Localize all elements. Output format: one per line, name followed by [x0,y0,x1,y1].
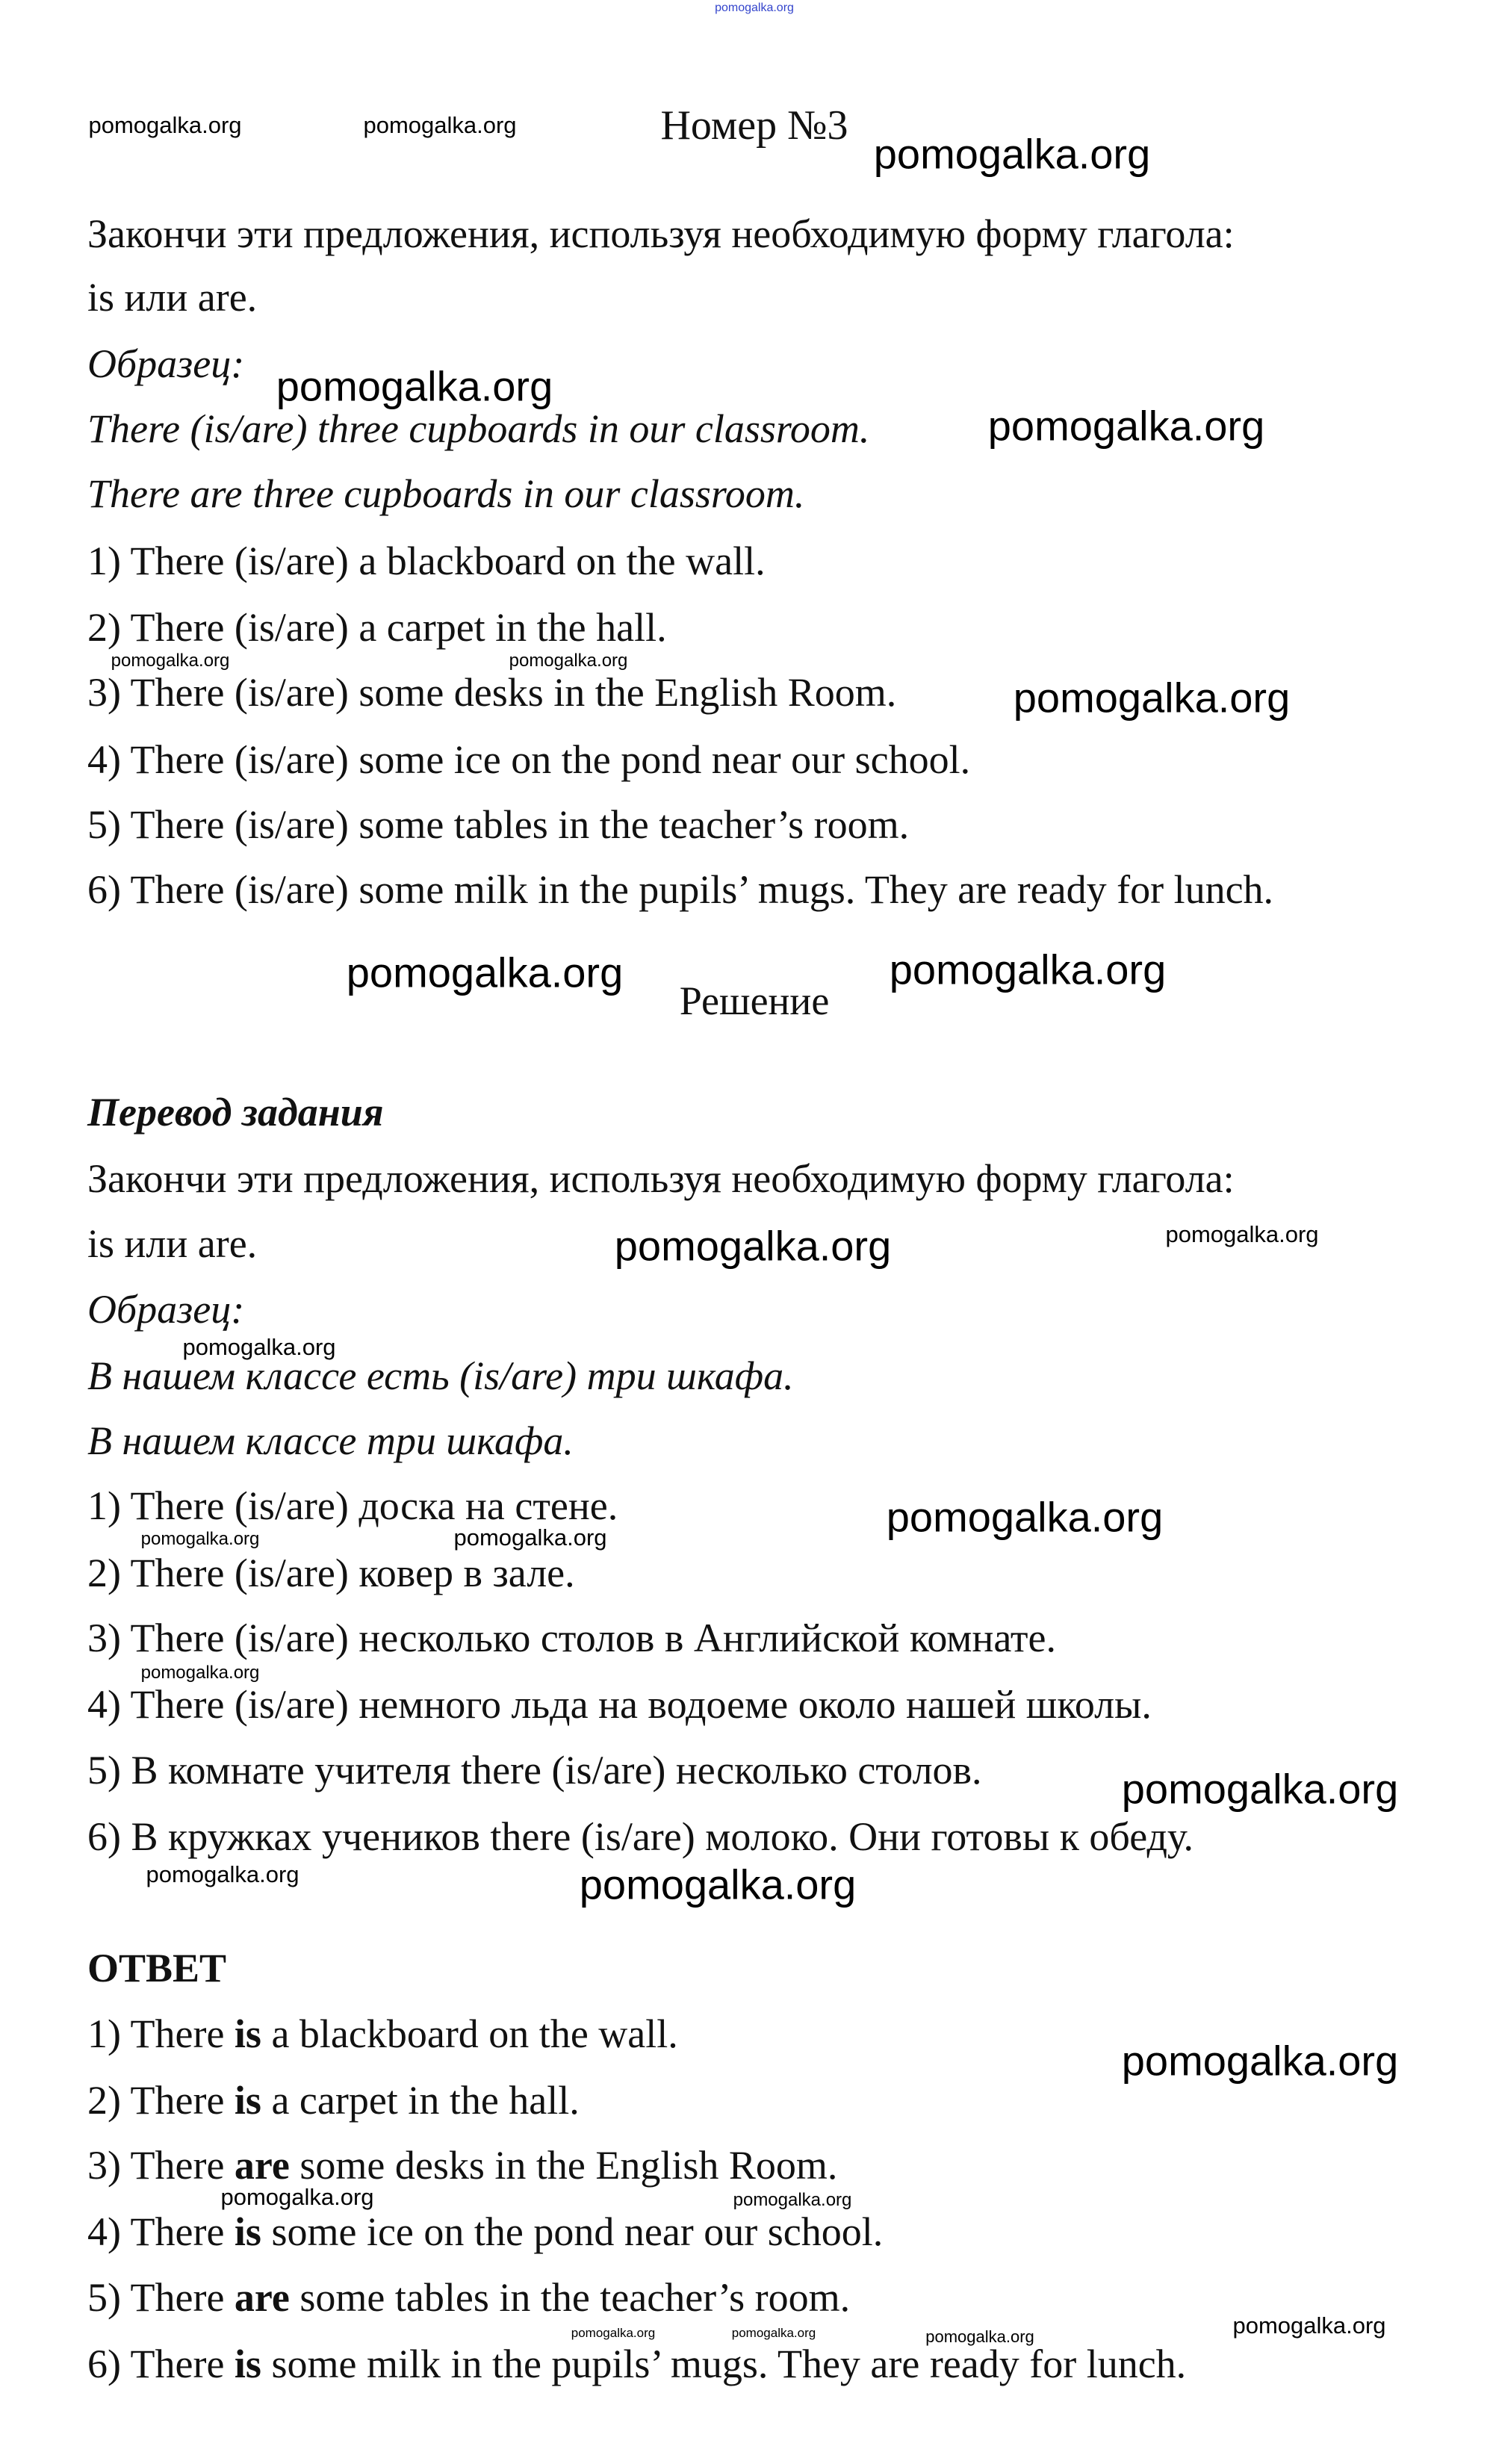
translation-item: 3) There (is/are) несколько столов в Английской комнате. [87,1616,1057,1660]
watermark: pomogalka.org [276,362,553,410]
page-title: Номер №3 [660,102,848,149]
answer-prefix: 2) There [87,2078,235,2123]
watermark: pomogalka.org [886,1493,1164,1541]
watermark: pomogalka.org [579,1861,857,1908]
watermark: pomogalka.org [1121,1765,1399,1813]
answer-rest: some milk in the pupils’ mugs. They are ready for lunch. [261,2342,1187,2386]
watermark: pomogalka.org [1165,1221,1319,1247]
translation-item: 1) There (is/are) доска на стене. [87,1483,618,1528]
watermark: pomogalka.org [571,2326,656,2340]
watermark: pomogalka.org [733,2190,852,2210]
translation-example-answer: В нашем классе три шкафа. [87,1418,574,1463]
answer-prefix: 5) There [87,2275,235,2320]
answer-verb: is [234,2209,261,2254]
translation-item: 2) There (is/are) ковер в зале. [87,1551,575,1595]
answer-item [87,2209,883,2255]
answer-item [87,2274,850,2321]
answer-verb: is [234,2011,261,2056]
task-item: 1) There (is/are) a blackboard on the wall. [87,539,766,583]
watermark: pomogalka.org [1013,674,1291,721]
watermark: pomogalka.org [346,949,624,996]
solution-label: Решение [679,978,830,1023]
translation-instruction: Закончи эти предложения, используя необходимую форму глагола: [87,1156,1235,1201]
translation-example-question: В нашем классе есть (is/are) три шкафа. [87,1353,794,1398]
answer-rest: some tables in the teacher’s room. [289,2275,851,2320]
watermark: pomogalka.org [140,1663,260,1683]
answer-prefix: 4) There [87,2209,235,2254]
answer-item [87,2142,837,2188]
answer-rest: some ice on the pond near our school. [261,2209,884,2254]
answer-item [87,2011,678,2057]
watermark: pomogalka.org [889,946,1167,993]
example-answer: There are three cupboards in our classroom. [87,471,805,516]
answer-verb: are [234,2143,290,2188]
translation-heading: Перевод задания [87,1090,384,1135]
watermark: pomogalka.org [140,1529,260,1549]
answer-item [87,2341,1186,2387]
watermark: pomogalka.org [614,1222,892,1270]
task-item: 4) There (is/are) some ice on the pond near our school. [87,737,971,782]
task-item: 3) There (is/are) some desks in the English Room. [87,670,897,715]
watermark: pomogalka.org [453,1524,607,1551]
watermark: pomogalka.org [509,651,628,671]
answer-prefix: 1) There [87,2011,235,2056]
answer-rest: some desks in the English Room. [289,2143,838,2188]
watermark: pomogalka.org [1121,2037,1399,2085]
watermark: pomogalka.org [1232,2312,1386,2339]
answer-verb: is [234,2078,261,2123]
watermark: pomogalka.org [731,2326,816,2340]
answer-prefix: 6) There [87,2342,235,2386]
task-instruction: Закончи эти предложения, используя необходимую форму глагола: [87,211,1235,256]
answer-verb: is [234,2342,261,2386]
translation-example-label: Образец: [87,1287,245,1332]
answer-item [87,2077,580,2123]
watermark: pomogalka.org [182,1334,336,1360]
watermark: pomogalka.org [146,1861,299,1887]
watermark: pomogalka.org [925,2327,1034,2346]
translation-item: 6) В кружках учеников there (is/are) молоко. Они готовы к обеду. [87,1814,1194,1859]
task-instruction-cont: is или are. [87,275,258,320]
watermark: pomogalka.org [220,2184,374,2210]
example-label: Образец: [87,341,245,386]
watermark: pomogalka.org [363,112,517,138]
answer-rest: a carpet in the hall. [261,2078,580,2123]
watermark: pomogalka.org [88,112,242,138]
answer-verb: are [234,2275,290,2320]
watermark: pomogalka.org [111,651,230,671]
answer-heading: ОТВЕТ [87,1946,227,1990]
translation-instruction-cont: is или are. [87,1221,258,1266]
task-item: 5) There (is/are) some tables in the teacher’s room. [87,802,910,847]
translation-item: 4) There (is/are) немного льда на водоеме около нашей школы. [87,1682,1152,1727]
translation-item: 5) В комнате учителя there (is/are) несколько столов. [87,1748,982,1793]
answer-rest: a blackboard on the wall. [261,2011,678,2056]
task-item: 2) There (is/are) a carpet in the hall. [87,605,667,650]
watermark: pomogalka.org [715,1,794,14]
example-question: There (is/are) three cupboards in our classroom. [87,406,870,451]
task-item: 6) There (is/are) some milk in the pupils’ mugs. They are ready for lunch. [87,867,1274,912]
watermark: pomogalka.org [873,130,1151,178]
answer-prefix: 3) There [87,2143,235,2188]
watermark: pomogalka.org [987,402,1265,450]
